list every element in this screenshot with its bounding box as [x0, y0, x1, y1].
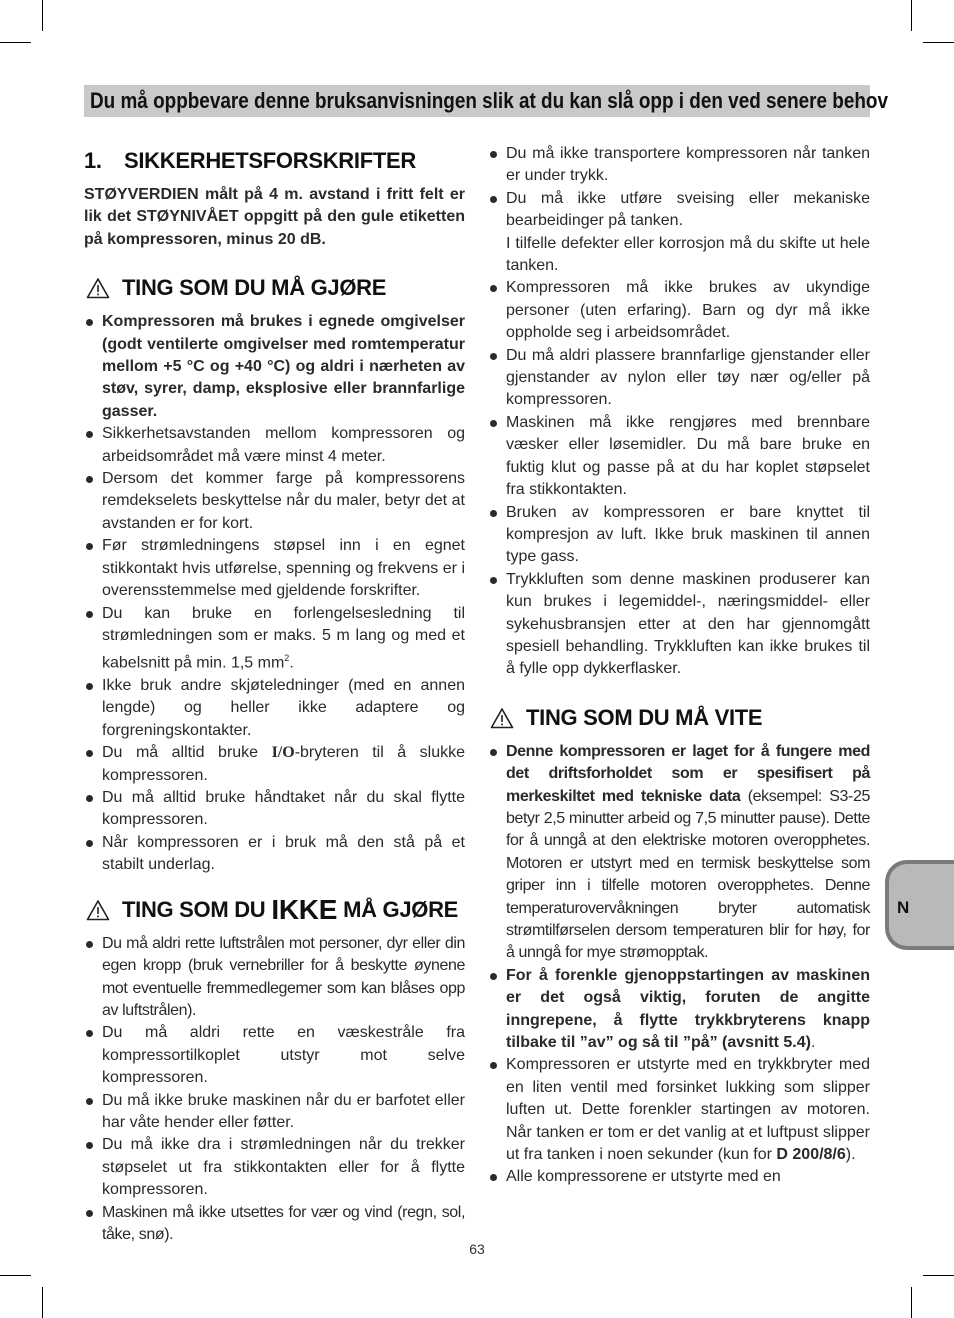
- list-item: Trykkluften som denne maskinen produserer kan kun brukes i legemiddel-, næringsmiddel- eller sykehusbransjen etter at den har gjennomgått spesiell behandling. Trykkluften kan ikke brukes til å fylle opp dykkerflasker.: [488, 569, 870, 681]
- list-item: Du må aldri rette luftstrålen mot personer, dyr eller din egen kropp (bruk vernebriller for å beskytte øynene mot eventuelle fremmedlegemer som kan blåses opp av luftstrålen).: [84, 933, 465, 1023]
- list-item: Kompressoren må brukes i egnede omgivelser (godt ventilerte omgivelser med romtemperatur mellom +5 °C og +40 °C) og aldri i nærheten av støv, syrer, damp, eksplosive eller brannfarlige gasser.: [84, 311, 465, 423]
- language-tab-label: N: [897, 898, 910, 917]
- header-banner: [84, 85, 889, 117]
- list-item: Når kompressoren er i bruk må den stå på et stabilt underlag.: [84, 832, 465, 877]
- crop-mark: [42, 0, 43, 31]
- list-item: Du må ikke bruke maskinen når du er barfotet eller har våte hender eller føtter.: [84, 1090, 465, 1135]
- list-item: Du må aldri plassere brannfarlige gjenstander eller gjenstander av nylon eller tøy nær og/eller på kompressoren.: [488, 345, 870, 412]
- list-item: Kompressoren er utstyrte med en trykkbryter med en liten ventil med forsinket lukking som slipper luften ut. Dette forenkler startingen av motoren. Når tanken er tom er det vanlig at et luftpust slipper ut fra tanken i noen sekunder (kun for D 200/8/6).: [488, 1054, 870, 1166]
- crop-mark: [0, 1275, 31, 1276]
- crop-mark: [911, 0, 912, 31]
- list-item: Bruken av kompressoren er bare knyttet til kompresjon av luft. Ikke bruk maskinen til annen type gass.: [488, 502, 870, 569]
- warning-triangle-icon: [86, 277, 110, 299]
- must-do-title: TING SOM DU MÅ GJØRE: [122, 275, 387, 301]
- list-item: Maskinen må ikke rengjøres med brennbare væsker eller løsemidler. Du må bare bruke en fuktig klut og passe på at du har koplet støpselet fra stikkontakten.: [488, 412, 870, 502]
- io-switch-label: I/O: [271, 744, 295, 762]
- must-do-heading: [84, 273, 465, 303]
- warning-triangle-icon: [86, 899, 110, 921]
- list-item: Du må alltid bruke håndtaket når du skal flytte kompressoren.: [84, 787, 465, 832]
- list-item: Kompressoren må ikke brukes av ukyndige personer (uten erfaring). Barn og dyr må ikke oppholde seg i arbeidsområdet.: [488, 277, 870, 344]
- list-item: Sikkerhetsavstanden mellom kompressoren og arbeidsområdet må være minst 4 meter.: [84, 423, 465, 468]
- list-item: Alle kompressorene er utstyrte med en: [488, 1166, 870, 1188]
- must-not-title-emphasis: IKKE: [271, 893, 338, 925]
- section-title: [84, 146, 465, 176]
- left-column: [84, 140, 465, 1264]
- section-title-text: SIKKERHETSFORSKRIFTER: [124, 148, 416, 173]
- must-do-list: [84, 311, 465, 876]
- list-item: Denne kompressoren er laget for å fungere med det driftsforholdet som er spesifisert på merkeskiltet med tekniske data (eksempel: S3-25 betyr 2,5 minutter arbeid og 7,5 minutter pause). Dette for å unngå at den elektriske motoren overopphetes. Motoren er utstyrt med en termisk beskyttelse som griper inn i tilfelle motoren overopphetes. Denne temperaturovervåkningen bryter automatisk strømtilførselen dersom temperaturen blir for høy, for å unngå for mye strømopptak.: [488, 741, 870, 965]
- language-tab-inner: [889, 864, 954, 946]
- crop-mark: [923, 42, 954, 43]
- noise-intro: STØYVERDIEN målt på 4 m. avstand i fritt felt er lik det STØYNIVÅET oppgitt på den gule etiketten på kompressoren, minus 20 dB.: [84, 186, 465, 248]
- list-item: Maskinen må ikke utsettes for vær og vind (regn, sol, tåke, snø).: [84, 1202, 465, 1247]
- must-not-title-post: MÅ GJØRE: [343, 896, 459, 922]
- right-column: [488, 143, 870, 1207]
- must-not-list-continued: [488, 143, 870, 681]
- must-not-title-pre: TING SOM DU: [122, 896, 266, 922]
- must-not-heading: [84, 895, 465, 925]
- list-item: Du må ikke utføre sveising eller mekaniske bearbeidinger på tanken. I tilfelle defekter eller korrosjon må du skifte ut hele tanken.: [488, 188, 870, 278]
- list-item: Du må ikke dra i strømledningen når du trekker støpselet ut fra stikkontakten eller for å flytte kompressoren.: [84, 1134, 465, 1201]
- banner-text: Du må oppbevare denne bruksanvisningen slik at du kan slå opp i den ved senere behov: [90, 88, 889, 113]
- crop-mark: [911, 1287, 912, 1318]
- model-code: D 200/8/6: [776, 1146, 846, 1164]
- warning-triangle-icon: [490, 707, 514, 729]
- section-number: 1.: [84, 148, 102, 173]
- page-number: 63: [469, 1241, 485, 1257]
- list-item: Før strømledningens støpsel inn i en egnet stikkontakt hvis utførelse, spenning og frekvens er i overensstemmelse med gjeldende forskrifter.: [84, 535, 465, 602]
- must-know-title: TING SOM DU MÅ VITE: [526, 704, 763, 730]
- list-item: Du kan bruke en forlengelsesledning til strømledningen som er maks. 5 m lang og med et kabelsnitt på min. 1,5 $mm^2$.: [84, 603, 465, 676]
- must-not-list: [84, 933, 465, 1247]
- crop-mark: [0, 42, 31, 43]
- list-item: Dersom det kommer farge på kompressorens remdekselets beskyttelse når du maler, betyr det at avstanden er for kort.: [84, 468, 465, 535]
- language-tab: [885, 860, 954, 950]
- crop-mark: [42, 1287, 43, 1318]
- list-item: For å forenkle gjenoppstartingen av maskinen er det også viktig, foruten de angitte inngrepene, å flytte trykkbryterens knapp tilbake til ”av” og så til ”på” (avsnitt 5.4).: [488, 965, 870, 1055]
- list-item: Ikke bruk andre skjøteledninger (med en annen lengde) og heller ikke adaptere og forgreningskontakter.: [84, 675, 465, 742]
- must-know-list: [488, 741, 870, 1189]
- list-item: Du må aldri rette en væskestråle fra kompressortilkoplet utstyr mot selve kompressoren.: [84, 1022, 465, 1089]
- crop-mark: [923, 1275, 954, 1276]
- list-item: Du må alltid bruke I/O-bryteren til å slukke kompressoren.: [84, 742, 465, 787]
- must-know-heading: [488, 703, 870, 733]
- list-item: Du må ikke transportere kompressoren når tanken er under trykk.: [488, 143, 870, 188]
